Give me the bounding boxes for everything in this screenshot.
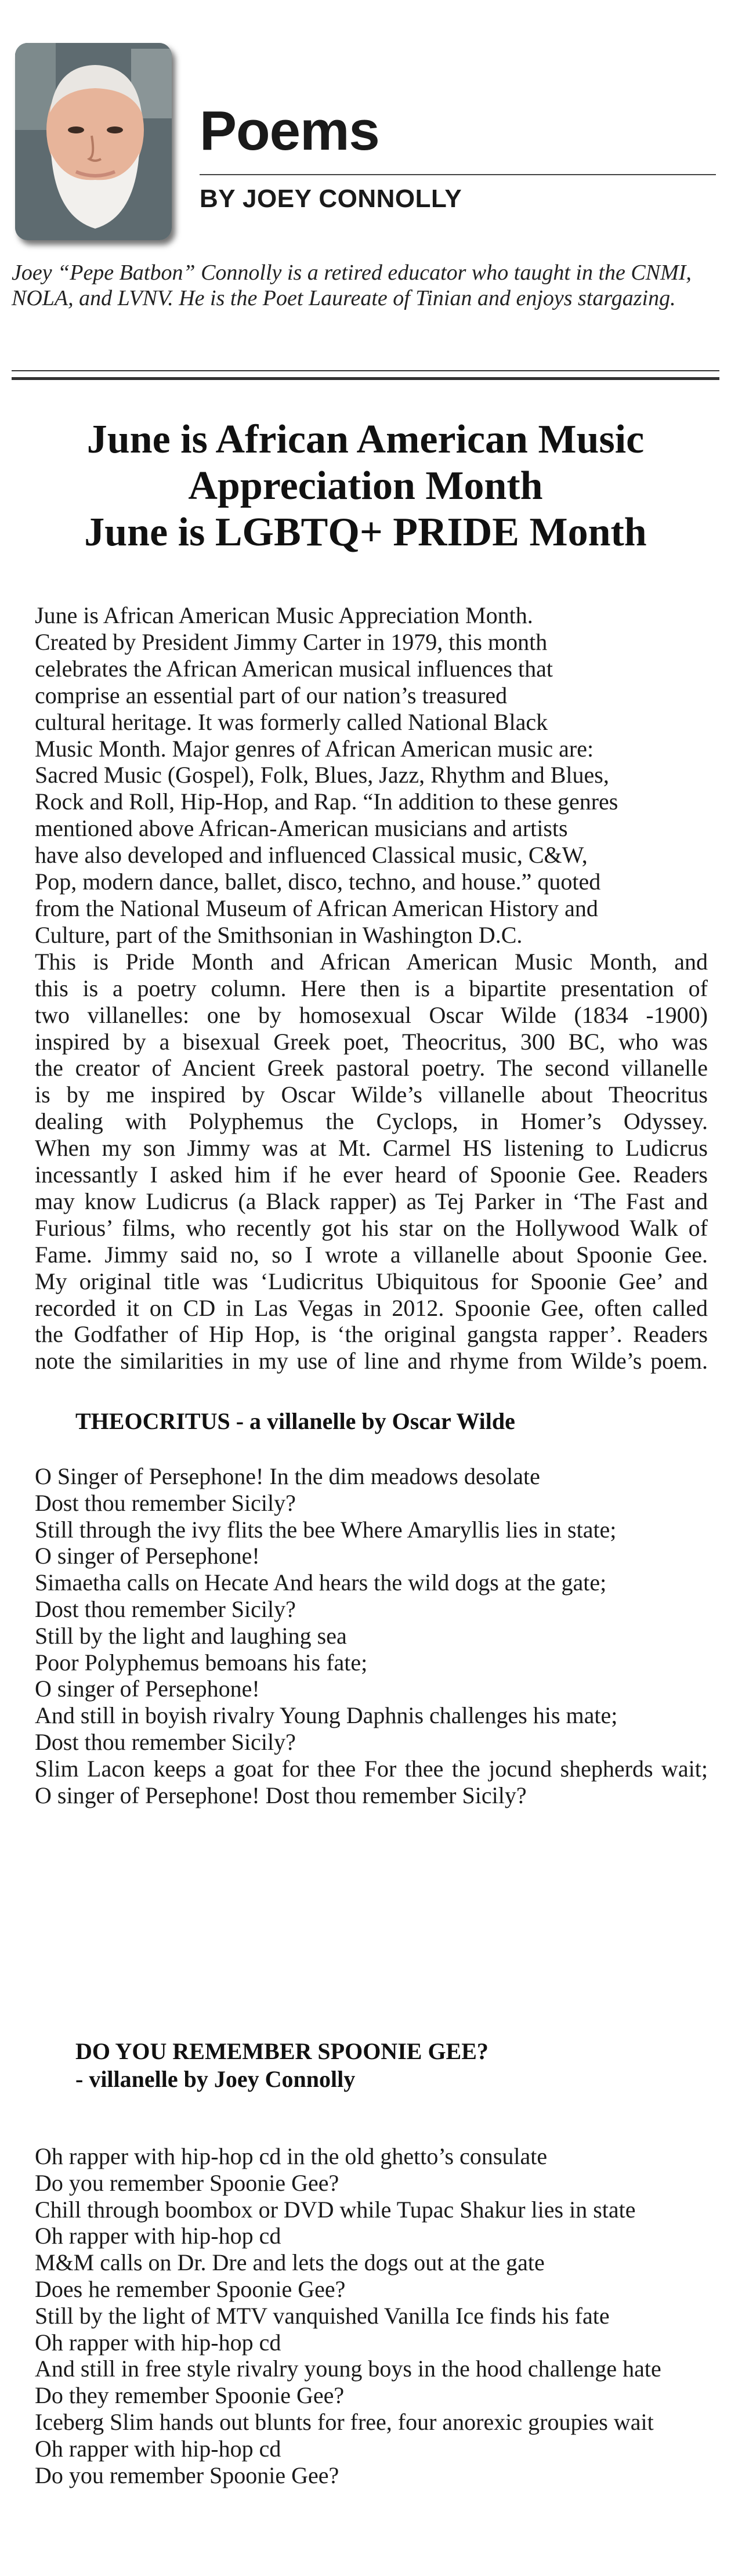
body-line: recorded it on CD in Las Vegas in 2012. Spoonie Gee, often called <box>35 1294 708 1321</box>
poem-line: Do you remember Spoonie Gee? <box>35 2462 339 2488</box>
body-line: When my son Jimmy was at Mt. Carmel HS listening to Ludicrus <box>35 1135 708 1162</box>
body-line: Pop, modern dance, ballet, disco, techno, and house.” quoted <box>35 869 601 895</box>
body-line: the creator of Ancient Greek pastoral poetry. The second villanelle <box>35 1055 708 1081</box>
headline-line: June is African American Music <box>86 417 645 462</box>
poem-theocritus <box>35 1463 708 1808</box>
poem-line: M&M calls on Dr. Dre and lets the dogs out at the gate <box>35 2249 545 2276</box>
body-line: incessantly I asked him if he ever heard of Spoonie Gee. Readers <box>35 1162 708 1188</box>
poem-line: Oh rapper with hip-hop cd <box>35 2223 281 2249</box>
body-line: cultural heritage. It was formerly called National Black <box>35 708 548 735</box>
body-line: two villanelles: one by homosexual Oscar Wilde (1834 -1900) <box>35 1001 708 1028</box>
poem-line: O singer of Persephone! Dost thou remember Sicily? <box>35 1782 527 1808</box>
poem-line: O Singer of Persephone! In the dim meadows desolate <box>35 1463 540 1489</box>
body-line: Rock and Roll, Hip-Hop, and Rap. “In addition to these genres <box>35 788 618 815</box>
column-title: Poems <box>200 100 379 162</box>
poem-title-theocritus: THEOCRITUS - a villanelle by Oscar Wilde <box>75 1408 515 1434</box>
poem-line: And still in boyish rivalry Young Daphnis challenges his mate; <box>35 1702 618 1729</box>
body-line: comprise an essential part of our nation’s treasured <box>35 682 508 708</box>
body-line: Culture, part of the Smithsonian in Washington D.C. <box>35 921 523 948</box>
title-rule <box>200 174 716 175</box>
poem-line: Simaetha calls on Hecate And hears the wild dogs at the gate; <box>35 1569 607 1596</box>
poem-line: Dost thou remember Sicily? <box>35 1489 296 1516</box>
body-line: the Godfather of Hip Hop, is ‘the original gangsta rapper’. Readers <box>35 1321 708 1348</box>
body-line: mentioned above African-American musicians and artists <box>35 815 568 842</box>
poem-line: Oh rapper with hip-hop cd <box>35 2329 281 2356</box>
body-line: June is African American Music Appreciation Month. <box>35 602 533 628</box>
article-headline <box>12 417 719 556</box>
headline-line: Appreciation Month <box>188 464 543 508</box>
body-line: may know Ludicrus (a Black rapper) as Tej Parker in ‘The Fast and <box>35 1188 708 1214</box>
poem-line: Still through the ivy flits the bee Where Amaryllis lies in state; <box>35 1516 617 1543</box>
body-line: from the National Museum of African American History and <box>35 895 598 921</box>
body-line: dealing with Polyphemus the Cyclops, in Homer’s Odyssey. <box>35 1108 708 1135</box>
byline: BY JOEY CONNOLLY <box>200 184 462 213</box>
body-line: My original title was ‘Ludicritus Ubiquitous for Spoonie Gee’ and <box>35 1268 708 1294</box>
poem-title-spoonie-gee <box>75 2038 488 2093</box>
poem-line: Poor Polyphemus bemoans his fate; <box>35 1649 368 1676</box>
body-line: Furious’ films, who recently got his star on the Hollywood Walk of <box>35 1214 708 1241</box>
poem-title-line: - villanelle by Joey Connolly <box>75 2066 356 2092</box>
body-line: inspired by a bisexual Greek poet, Theocritus, 300 BC, who was <box>35 1028 708 1055</box>
body-line: Fame. Jimmy said no, so I wrote a villanelle about Spoonie Gee. <box>35 1241 708 1268</box>
body-line: celebrates the African American musical influences that <box>35 655 553 682</box>
poem-line: Still by the light and laughing sea <box>35 1622 347 1649</box>
poem-line: Dost thou remember Sicily? <box>35 1728 296 1755</box>
poem-line: Chill through boombox or DVD while Tupac Shakur lies in state <box>35 2196 636 2223</box>
body-line: This is Pride Month and African American Music Month, and <box>35 948 708 975</box>
poem-line: Do they remember Spoonie Gee? <box>35 2382 345 2409</box>
poem-spoonie-gee <box>35 2143 708 2488</box>
body-line: Music Month. Major genres of African American music are: <box>35 735 594 762</box>
poem-line: O singer of Persephone! <box>35 1676 260 1702</box>
poem-line: Dost thou remember Sicily? <box>35 1595 296 1622</box>
poem-line: Still by the light of MTV vanquished Vanilla Ice finds his fate <box>35 2302 610 2329</box>
poem-line: Slim Lacon keeps a goat for thee For thee the jocund shepherds wait; <box>35 1755 708 1782</box>
body-line: note the similarities in my use of line and rhyme from Wilde’s poem. <box>35 1348 708 1374</box>
poem-line: And still in free style rivalry young boys in the hood challenge hate <box>35 2356 661 2382</box>
body-line: Created by President Jimmy Carter in 1979, this month <box>35 628 548 655</box>
section-divider <box>12 370 719 380</box>
poem-line: Oh rapper with hip-hop cd <box>35 2435 281 2462</box>
poem-line: Does he remember Spoonie Gee? <box>35 2275 346 2302</box>
author-bio: Joey “Pepe Batbon” Connolly is a retired educator who taught in the CNMI, NOLA, and LVNV. He is the Poet Laureate of Tinian and enjoys stargazing. <box>12 261 692 310</box>
author-photo <box>15 43 172 240</box>
poem-line: O singer of Persephone! <box>35 1543 260 1569</box>
body-line: this is a poetry column. Here then is a bipartite presentation of <box>35 975 708 1001</box>
body-line: have also developed and influenced Classical music, C&W, <box>35 842 588 869</box>
body-line: Sacred Music (Gospel), Folk, Blues, Jazz, Rhythm and Blues, <box>35 762 609 788</box>
poem-title-line: DO YOU REMEMBER SPOONIE GEE? <box>75 2038 488 2064</box>
poem-line: Oh rapper with hip-hop cd in the old ghetto’s consulate <box>35 2143 548 2169</box>
poem-line: Iceberg Slim hands out blunts for free, four anorexic groupies wait <box>35 2408 654 2435</box>
headline-line: June is LGBTQ+ PRIDE Month <box>84 510 647 555</box>
poem-line: Do you remember Spoonie Gee? <box>35 2169 339 2196</box>
body-line: is by me inspired by Oscar Wilde’s villanelle about Theocritus <box>35 1081 708 1108</box>
article-body <box>35 602 708 1374</box>
